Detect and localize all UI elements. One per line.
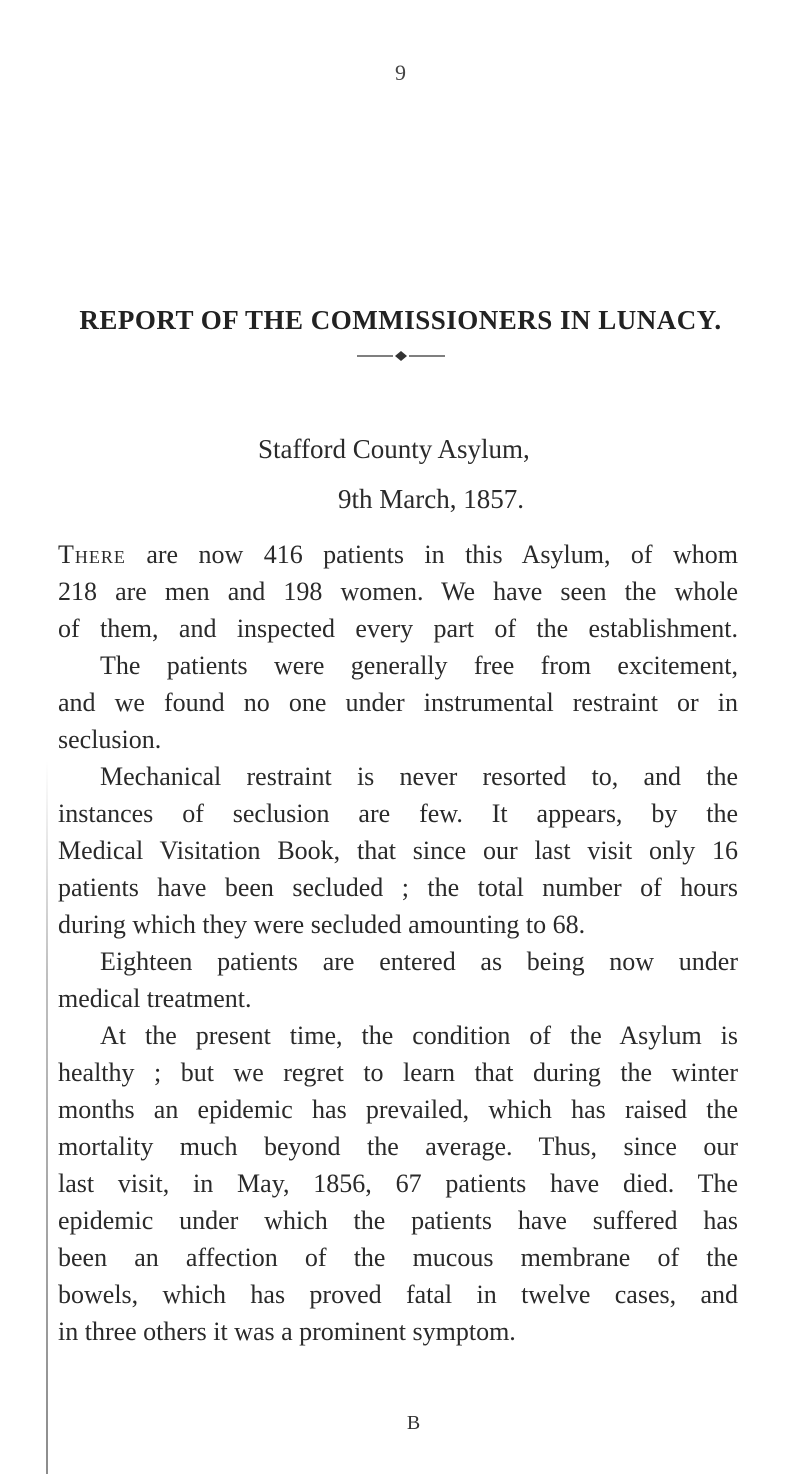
body-line: in three others it was a prominent symptom.	[58, 1317, 516, 1346]
signature-mark	[0, 1412, 801, 1435]
body-line: Mechanical restraint is never resorted to, and the	[100, 762, 738, 791]
body-line: Eighteen patients are entered as being now under	[100, 947, 738, 976]
body-line: epidemic under which the patients have suffered has	[58, 1206, 738, 1235]
body-line: been an affection of the mucous membrane of the	[58, 1243, 738, 1272]
title-ornament	[357, 350, 445, 362]
report-body	[58, 536, 738, 1350]
page-number: 9	[395, 60, 406, 85]
body-line: bowels, which has proved fatal in twelve cases, and	[58, 1280, 738, 1309]
body-line: Medical Visitation Book, that since our last visit only 16	[58, 836, 738, 865]
body-line: last visit, in May, 1856, 67 patients have died. The	[58, 1169, 738, 1198]
body-line: and we found no one under instrumental restraint or in	[58, 688, 738, 717]
body-line: mortality much beyond the average. Thus, since our	[58, 1132, 738, 1161]
body-line: medical treatment.	[58, 984, 252, 1013]
body-line: instances of seclusion are few. It appears, by the	[58, 799, 738, 828]
report-title: REPORT OF THE COMMISSIONERS IN LUNACY.	[79, 305, 722, 335]
body-line: during which they were secluded amounting to 68.	[58, 910, 586, 939]
signature-letter: B	[406, 1412, 421, 1434]
body-line: seclusion.	[58, 725, 162, 754]
body-line: of them, and inspected every part of the establishment.	[58, 614, 738, 643]
body-line: patients have been secluded ; the total number of hours	[58, 873, 738, 902]
report-date: 9th March, 1857.	[338, 484, 524, 514]
asylum-name: Stafford County Asylum,	[258, 434, 530, 464]
body-line: months an epidemic has prevailed, which has raised the	[58, 1095, 738, 1124]
body-line	[58, 536, 738, 573]
body-line: healthy ; but we regret to learn that during the winter	[58, 1058, 738, 1087]
body-line: At the present time, the condition of the Asylum is	[100, 1021, 738, 1050]
body-line: 218 are men and 198 women. We have seen the whole	[58, 577, 738, 606]
body-line-text: are now 416 patients in this Asylum, of whom	[125, 540, 738, 569]
margin-shadow	[46, 760, 48, 1474]
opening-word: There	[58, 540, 126, 569]
body-line: The patients were generally free from excitement,	[100, 651, 738, 680]
